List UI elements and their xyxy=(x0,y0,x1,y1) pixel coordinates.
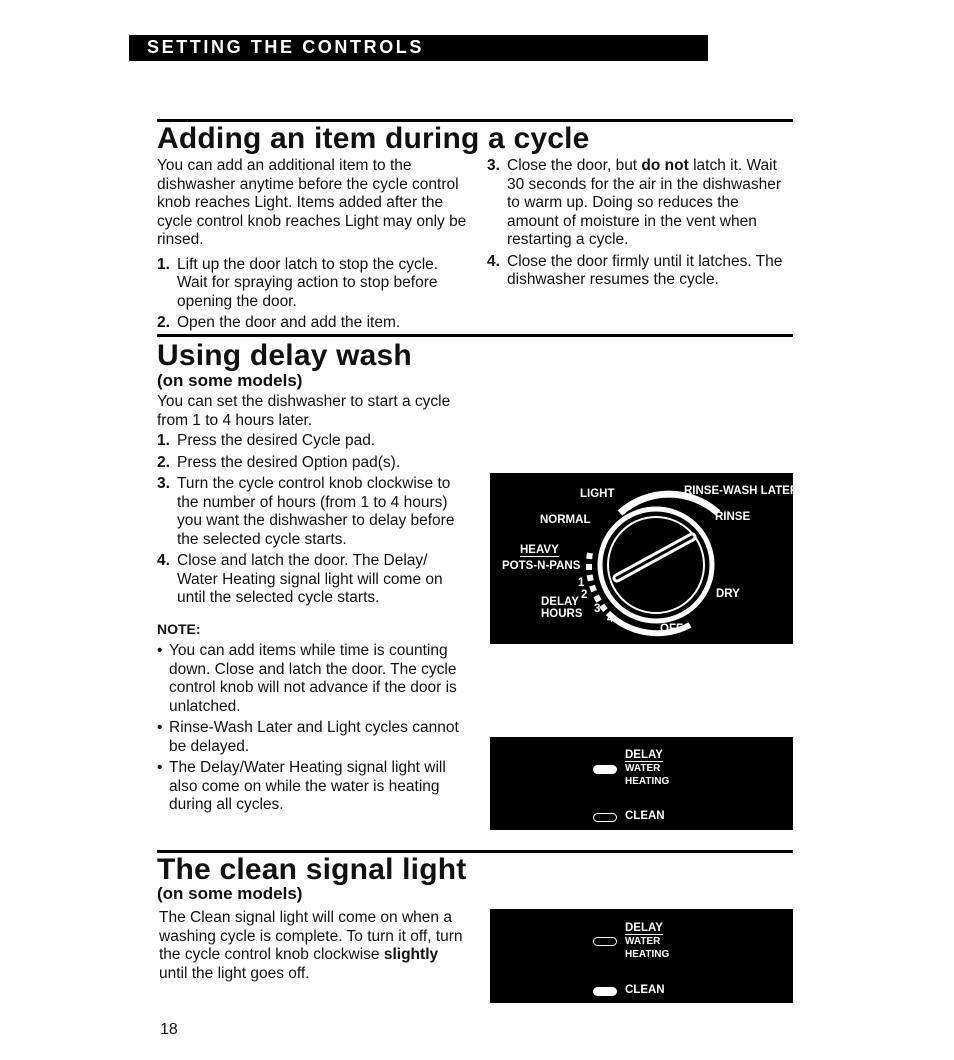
step-text: Close and latch the door. The Delay/ Water Heating signal light will come on until the selected cycle starts. xyxy=(177,552,443,606)
note-label: NOTE: xyxy=(157,620,201,637)
step-bold: do not xyxy=(641,157,689,174)
signal-label-water: WATER xyxy=(625,936,661,947)
step-number: 3. xyxy=(157,475,170,492)
list-item xyxy=(157,432,462,451)
delay-column xyxy=(157,393,462,818)
step-text: Close the door firmly until it latches. The dishwasher resumes the cycle. xyxy=(507,252,783,288)
page-number: 18 xyxy=(160,1021,178,1038)
clean-light-on-icon xyxy=(593,987,617,996)
delay-intro: You can set the dishwasher to start a cycle from 1 to 4 hours later. xyxy=(157,393,451,429)
list-item xyxy=(157,256,467,312)
clean-light-off-icon xyxy=(593,813,617,822)
section-divider xyxy=(157,334,793,337)
delay-title: Using delay wash xyxy=(157,339,412,372)
dial-hour-1: 1 xyxy=(578,577,585,589)
delay-subtitle: (on some models) xyxy=(157,371,303,390)
dial-label-normal: NORMAL xyxy=(540,514,591,526)
list-item xyxy=(487,157,787,250)
step-text: Turn the cycle control knob clockwise to the number of hours (from 1 to 4 hours) you want the dishwasher to delay before the selected cycle starts. xyxy=(177,475,455,548)
signal-label-heating: HEATING xyxy=(625,949,670,960)
cycle-dial-panel xyxy=(490,473,799,644)
signal-label-delay: DELAY xyxy=(625,749,663,761)
adding-right-column xyxy=(487,157,787,293)
dial-label-off: OFF xyxy=(660,623,683,635)
signal-panel-clean-lit xyxy=(490,909,793,1003)
dial-label-delay: DELAY xyxy=(541,596,579,608)
delay-light-off-icon xyxy=(593,937,617,946)
clean-text: until the light goes off. xyxy=(159,964,310,982)
list-item xyxy=(157,552,462,608)
adding-left-column xyxy=(157,157,467,336)
note-bullet: • The Delay/Water Heating signal light will also come on while the water is heating during all cycles. xyxy=(157,759,462,815)
clean-subtitle: (on some models) xyxy=(157,884,303,903)
dial-hour-2: 2 xyxy=(581,589,588,601)
signal-label-heating: HEATING xyxy=(625,776,670,787)
dial-hour-3: 3 xyxy=(594,603,601,615)
delay-light-on-icon xyxy=(593,765,617,774)
list-item xyxy=(157,475,462,549)
adding-title: Adding an item during a cycle xyxy=(157,122,590,155)
list-item xyxy=(487,253,787,290)
dial-label-rinse-wash-later: RINSE-WASH LATER xyxy=(684,485,799,497)
clean-title: The clean signal light xyxy=(157,853,467,886)
banner-title: SETTING THE CONTROLS xyxy=(147,37,424,57)
step-number: 1. xyxy=(157,255,170,273)
step-number: 1. xyxy=(157,432,170,449)
step-text: Press the desired Option pad(s). xyxy=(177,453,401,471)
list-item xyxy=(157,314,467,333)
clean-bold: slightly xyxy=(383,946,439,963)
note-bullet: • You can add items while time is counting down. Close and latch the door. The cycle control knob will not advance if the door is unlatched. xyxy=(157,642,462,716)
dial-label-rinse: RINSE xyxy=(715,511,751,523)
clean-body xyxy=(159,909,469,983)
signal-label-clean: CLEAN xyxy=(625,810,665,822)
cycle-knob-graphic xyxy=(490,473,793,644)
signal-label-delay: DELAY xyxy=(625,922,663,934)
dial-label-dry: DRY xyxy=(716,588,740,600)
signal-label-clean: CLEAN xyxy=(625,984,665,996)
dial-label-heavy: HEAVY xyxy=(520,544,559,556)
step-text: Close the door, but xyxy=(507,157,642,174)
list-item xyxy=(157,454,462,473)
signal-label-water: WATER xyxy=(625,763,661,774)
dial-label-pots-n-pans: POTS-N-PANS xyxy=(502,560,581,572)
step-number: 3. xyxy=(487,157,500,174)
dial-label-light: LIGHT xyxy=(580,488,615,500)
step-number: 4. xyxy=(487,252,500,270)
adding-intro: You can add an additional item to the dishwasher anytime before the cycle control knob reaches Light. Items added after the cycle control knob reaches Light may only be rinsed. xyxy=(157,157,467,248)
section-banner xyxy=(129,35,708,61)
step-number: 2. xyxy=(157,314,170,331)
step-text: Lift up the door latch to stop the cycle. Wait for spraying action to stop before opening the door. xyxy=(177,255,439,310)
step-text: Press the desired Cycle pad. xyxy=(177,432,376,449)
step-number: 4. xyxy=(157,552,170,569)
step-text: latch it. Wait 30 seconds for the air in the dishwasher to warm up. Doing so reduces the amount of moisture in the vent when restarting a cycle. xyxy=(507,157,781,248)
signal-panel-delay-lit xyxy=(490,737,793,830)
dial-label-hours: HOURS xyxy=(541,608,583,620)
dial-hour-4: 4 xyxy=(607,613,614,625)
step-number: 2. xyxy=(157,453,170,471)
clean-text: The Clean signal light will come on when a washing cycle is complete. To turn it off, turn the cycle control knob clockwise xyxy=(159,909,463,963)
note-bullet: • Rinse-Wash Later and Light cycles cannot be delayed. xyxy=(157,719,462,756)
step-text: Open the door and add the item. xyxy=(177,314,401,331)
